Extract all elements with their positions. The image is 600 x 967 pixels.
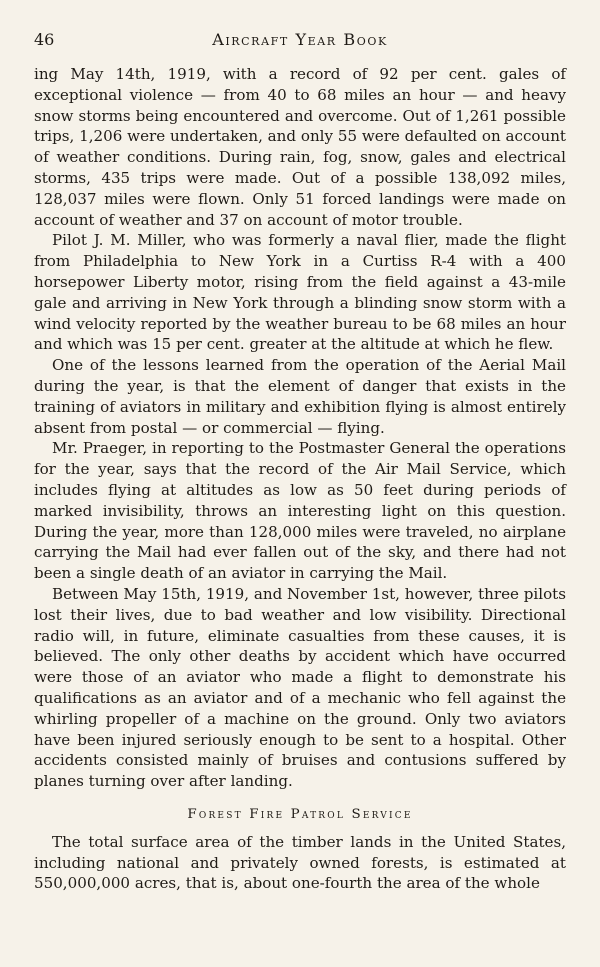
page-header bbox=[34, 28, 566, 52]
section-heading: Forest Fire Patrol Service bbox=[187, 806, 413, 822]
section-paragraph: The total surface area of the timber lands in the United States, including national and privately owned forests, is estimated at 550,000,000 acres, that is, about one-fourth the area of the whole bbox=[34, 832, 566, 893]
running-head: Aircraft Year Book bbox=[212, 30, 388, 49]
page-number: 46 bbox=[34, 30, 55, 49]
paragraph-5: Between May 15th, 1919, and November 1st, however, three pilots lost their lives, due to bad weather and low visibility. Directional radio will, in future, eliminate casualties from these causes, it is believed. The only other deaths by accident which have occurred were those of an aviator who made a flight to demonstrate his qualifications as an aviator and of a mechanic who fell against the whirling propeller of a machine on the ground. Only two aviators have been injured seriously enough to be sent to a hospital. Other accidents consisted mainly of bruises and contusions suffered by planes turning over after landing. bbox=[34, 584, 566, 791]
paragraph-1: ing May 14th, 1919, with a record of 92 per cent. gales of exceptional violence — from 40 to 68 miles an hour — and heavy snow storms being encountered and overcome. Out of 1,261 possible trips, 1,206 were undertaken, and only 55 were defaulted on account of weather conditions. During rain, fog, snow, gales and electrical storms, 435 trips were made. Out of a possible 138,092 miles, 128,037 miles were flown. Only 51 forced landings were made on account of weather and 37 on account of motor trouble. bbox=[34, 65, 566, 229]
paragraph-3: One of the lessons learned from the operation of the Aerial Mail during the year, is that the element of danger that exists in the training of aviators in military and exhibition flying is almost entirely absent from postal — or commercial — flying. bbox=[34, 356, 566, 437]
body-text bbox=[34, 64, 566, 894]
paragraph-2: Pilot J. M. Miller, who was formerly a naval flier, made the flight from Philadelphia to New York in a Curtiss R-4 with a 400 horsepower Liberty motor, rising from the field against a 43-mile gale and arriving in New York through a blinding snow storm with a wind velocity reported by the weather bureau to be 68 miles an hour and which was 15 per cent. greater at the altitude at which he flew. bbox=[34, 231, 566, 354]
paragraph-4: Mr. Praeger, in reporting to the Postmaster General the operations for the year, says that the record of the Air Mail Service, which includes flying at altitudes as low as 50 feet during periods of marked invisibility, throws an interesting light on this question. During the year, more than 128,000 miles were traveled, no airplane carrying the Mail had ever fallen out of the sky, and there had not been a single death of an aviator in carrying the Mail. bbox=[34, 439, 566, 583]
